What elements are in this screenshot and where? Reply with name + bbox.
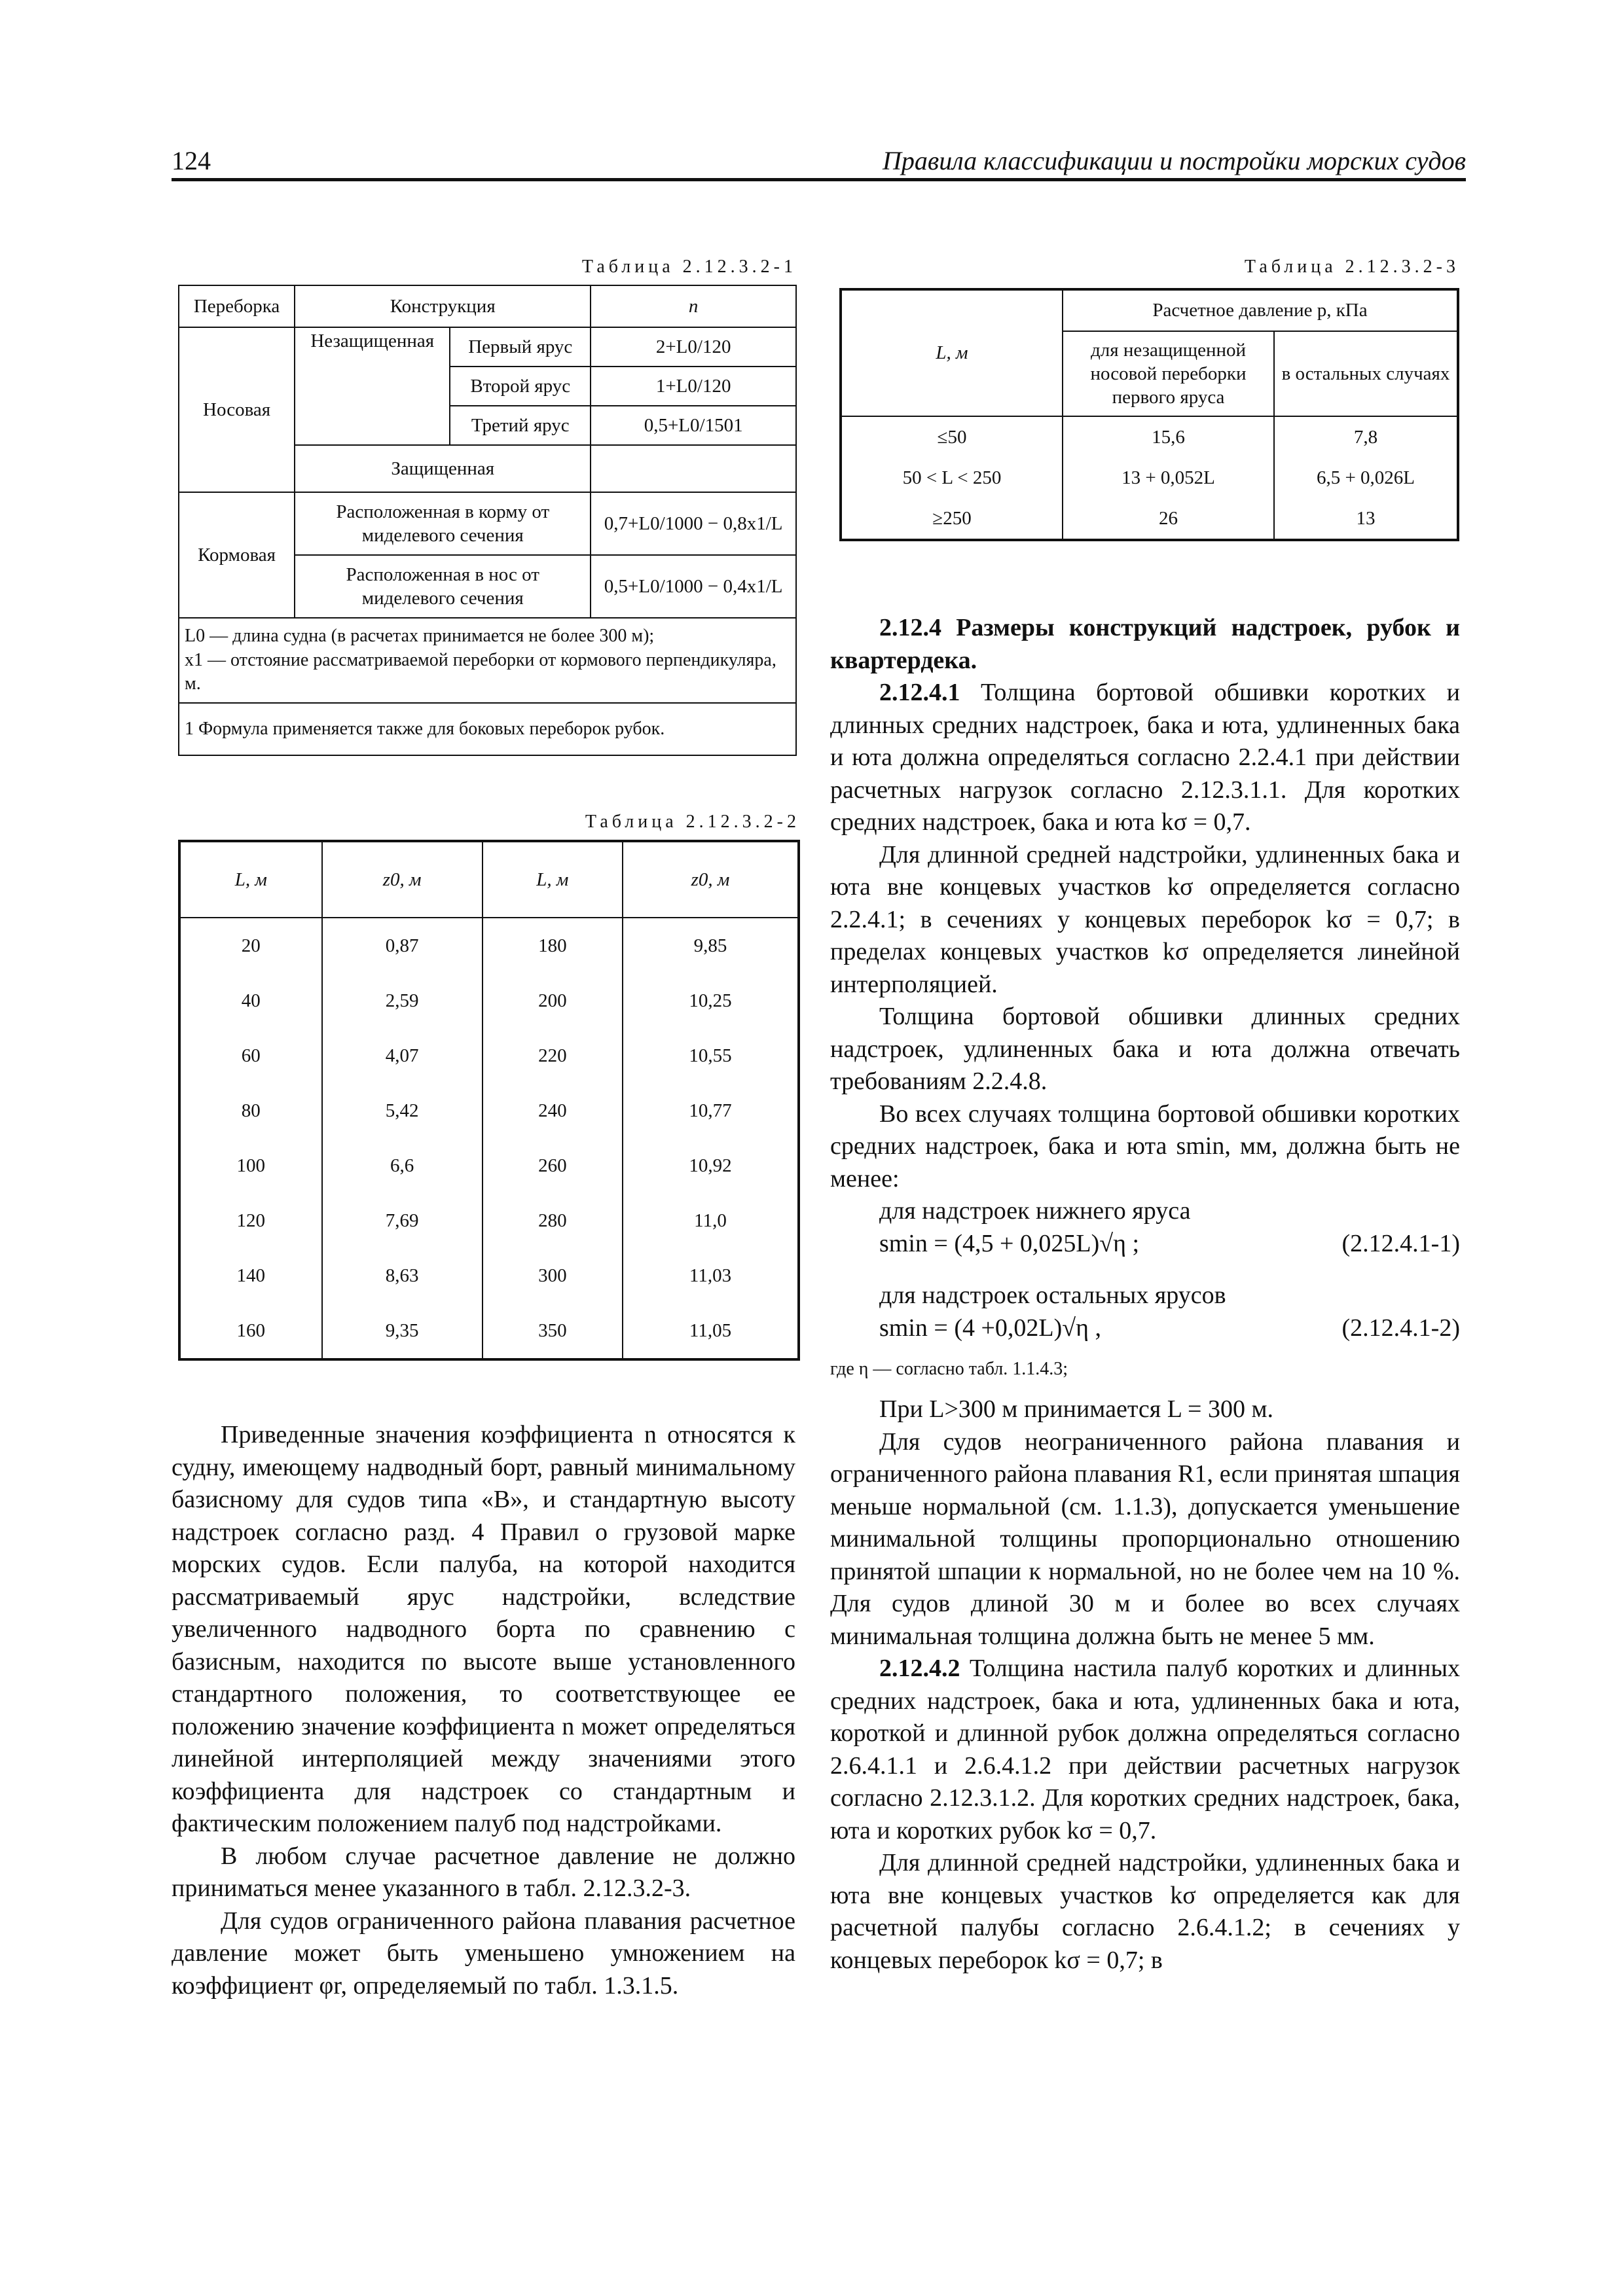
t3-col-L: L, м (841, 289, 1063, 416)
paragraph (830, 677, 1460, 839)
table-row (841, 457, 1458, 498)
header-rule (172, 178, 1466, 181)
t2-cell: 9,35 (322, 1303, 483, 1359)
paragraph: При L>300 м принимается L = 300 м. (879, 1395, 1274, 1424)
table-row (179, 1248, 799, 1303)
table-2-12-3-2-3 (839, 288, 1459, 541)
t2-cell: 11,05 (623, 1303, 799, 1359)
t2-cell: 8,63 (322, 1248, 483, 1303)
t2-cell: 60 (241, 1045, 261, 1066)
col-bulkhead: Переборка (179, 285, 295, 327)
page-number: 124 (172, 146, 211, 175)
t3-sub1: для незащищенной носовой переборки первого яруса (1063, 331, 1274, 416)
t2-header-z0-2: z0, м (623, 841, 799, 918)
paragraph-text: Толщина настила палуб коротких и длинных средних надстроек, бака и юта, удлиненных бака и юта, короткой и длинной рубок должна определяться согласно 2.6.4.1.1 и 2.6.4.1.2 при действии расчетных нагрузок согласно 2.12.3.1.2. Для коротких средних надстроек, бака, юта и коротких рубок kσ = 0,7. (830, 1655, 1460, 1844)
table-row (179, 973, 799, 1028)
t2-cell: 6,6 (322, 1138, 483, 1193)
table-row (179, 1028, 799, 1083)
table1-footnote: 1 Формула применяется также для боковых переборок рубок. (179, 703, 796, 755)
t2-header-z0-1: z0, м (322, 841, 483, 918)
paragraph-text: Толщина бортовой обшивки коротких и длинных средних надстроек, бака и юта, удлиненных бака и юта должна определяться согласно 2.2.4.1 при действии расчетных нагрузок согласно 2.12.3.1.1. Для коротких средних надстроек, бака и юта kσ = 0,7. (830, 679, 1460, 836)
t2-header-L-1: L, м (179, 841, 322, 918)
fwd-of-midship: Расположенная в нос от миделевого сечения (295, 555, 591, 618)
clause-number: 2.12.4.2 (879, 1655, 960, 1683)
t2-cell: 40 (241, 990, 261, 1011)
formula-number: (2.12.4.1-2) (1341, 1314, 1460, 1342)
formula-where: где η — согласно табл. 1.1.4.3; (830, 1359, 1068, 1379)
t2-cell: 0,87 (322, 918, 483, 973)
table-2-12-3-2-1 (178, 285, 797, 756)
paragraph: Для длинной средней надстройки, удлиненных бака и юта вне концевых участков kσ определяется как для расчетной палубы согласно 2.6.4.1.2; в сечениях у концевых переборок kσ = 0,7; в (830, 1849, 1460, 1974)
paragraph: В любом случае расчетное давление не должно приниматься менее указанного в табл. 2.12.3.2-3. (172, 1842, 795, 1902)
t2-cell: 10,55 (623, 1028, 799, 1083)
right-column-text (830, 612, 1460, 1977)
t3-cell: 13 + 0,052L (1063, 457, 1274, 498)
t2-cell: 350 (483, 1303, 623, 1359)
formula-expression: smin = (4,5 + 0,025L)√η ; (879, 1229, 1140, 1257)
t2-cell: 260 (483, 1138, 623, 1193)
t2-cell: 100 (236, 1155, 266, 1176)
paragraph: Для судов ограниченного района плавания расчетное давление может быть уменьшено умножением на коэффициент φr, определяемый по табл. 1.3.1.5. (172, 1907, 795, 2000)
fwd-n: 0,5+L0/1000 − 0,4x1/L (591, 555, 796, 618)
paragraph: Для длинной средней надстройки, удлиненных бака и юта вне концевых участков kσ определяется согласно 2.2.4.1; в сечениях у концевых переборок kσ = 0,7; в пределах концевых участков kσ определяется линейной интерполяцией. (830, 840, 1460, 998)
t2-cell: 300 (483, 1248, 623, 1303)
t3-cell: ≤50 (841, 416, 1063, 457)
unprotected-label: Незащищенная (295, 327, 450, 445)
protected-label: Защищенная (295, 445, 591, 492)
formula-number: (2.12.4.1-1) (1341, 1229, 1460, 1257)
col-n: n (591, 285, 796, 327)
t2-cell: 10,25 (623, 973, 799, 1028)
table3-caption: Таблица 2.12.3.2-3 (1244, 257, 1459, 277)
t2-cell: 9,85 (623, 918, 799, 973)
paragraph: Для судов неограниченного района плавания и ограниченного района плавания R1, если принятая шпация меньше нормальной (см. 1.1.3), допускается уменьшение минимальной толщины пропорционально отношению принятой шпации к нормальной, но не более чем на 10 %. Для судов длиной 30 м и более во всех случаях минимальная толщина должна быть не менее 5 мм. (830, 1427, 1460, 1650)
running-title: Правила классификации и постройки морских судов (882, 146, 1466, 175)
t2-cell: 11,0 (623, 1193, 799, 1248)
t2-cell: 2,59 (322, 973, 483, 1028)
t3-cell: 13 (1274, 498, 1458, 540)
t2-cell: 120 (236, 1210, 266, 1231)
t3-cell: 7,8 (1274, 416, 1458, 457)
stern-label: Кормовая (179, 492, 295, 618)
t2-cell: 140 (236, 1265, 266, 1286)
t2-cell: 10,92 (623, 1138, 799, 1193)
formula-label: для надстроек остальных ярусов (879, 1282, 1226, 1309)
t2-cell: 160 (236, 1319, 266, 1341)
table2-caption: Таблица 2.12.3.2-2 (585, 812, 800, 832)
t3-cell: 6,5 + 0,026L (1274, 457, 1458, 498)
t3-cell: 26 (1063, 498, 1274, 540)
bow-label: Носовая (179, 327, 295, 492)
tier3-n: 0,5+L0/1501 (591, 406, 796, 445)
t2-cell: 5,42 (322, 1083, 483, 1138)
tier1-n: 2+L0/120 (591, 327, 796, 367)
t2-cell: 220 (483, 1028, 623, 1083)
t3-col-pressure: Расчетное давление p, кПа (1063, 289, 1458, 331)
t2-cell: 200 (483, 973, 623, 1028)
table-row (179, 1193, 799, 1248)
formula-label: для надстроек нижнего яруса (879, 1197, 1191, 1225)
paragraph: Толщина бортовой обшивки длинных средних надстроек, удлиненных бака и юта должна отвечать требованиям 2.2.4.8. (830, 1003, 1460, 1095)
formula-1 (830, 1228, 1460, 1261)
t2-cell: 11,03 (623, 1248, 799, 1303)
col-structure: Конструкция (295, 285, 591, 327)
t2-cell: 180 (483, 918, 623, 973)
clause-number: 2.12.4.1 (879, 679, 960, 706)
table-2-12-3-2-2 (178, 840, 800, 1361)
tier3-label: Третий ярус (450, 406, 591, 445)
formula-2 (830, 1312, 1460, 1345)
t3-sub2: в остальных случаях (1274, 331, 1458, 416)
paragraph: Приведенные значения коэффициента n относятся к судну, имеющему надводный борт, равный минимальному базисному для судов типа «В», и стандартную высоту надстроек согласно разд. 4 Правил о грузовой марке морских судов. Если палуба, на которой находится рассматриваемый ярус надстройки, вследствие увеличенного надводного борта по сравнению с базисным, находится по высоте выше установленного стандартного положения, то соответствующее ее положению значение коэффициента n может определяться линейной интерполяцией между значениями этого коэффициента для надстроек со стандартным и фактическим положением палуб под надстройками. (172, 1421, 795, 1837)
aft-of-midship: Расположенная в корму от миделевого сечения (295, 492, 591, 555)
paragraph (830, 1653, 1460, 1847)
section-heading: 2.12.4 Размеры конструкций надстроек, рубок и квартердека. (830, 614, 1460, 674)
t2-cell: 280 (483, 1193, 623, 1248)
t2-cell: 80 (241, 1100, 261, 1121)
t2-cell: 7,69 (322, 1193, 483, 1248)
table-row (179, 1138, 799, 1193)
formula-expression: smin = (4 +0,02L)√η , (879, 1314, 1102, 1342)
table-row (179, 1303, 799, 1359)
table1-caption: Таблица 2.12.3.2-1 (581, 257, 797, 277)
paragraph: Во всех случаях толщина бортовой обшивки коротких средних надстроек, бака и юта smin, мм, должна быть не менее: (830, 1100, 1460, 1193)
t2-cell: 4,07 (322, 1028, 483, 1083)
t2-cell: 240 (483, 1083, 623, 1138)
table-row (841, 498, 1458, 540)
t3-cell: ≥250 (841, 498, 1063, 540)
t2-cell: 20 (241, 935, 261, 956)
tier1-label: Первый ярус (450, 327, 591, 367)
left-column-text (172, 1419, 795, 2002)
protected-n (591, 445, 796, 492)
table1-notes (179, 618, 796, 703)
tier2-label: Второй ярус (450, 367, 591, 406)
table-row (841, 416, 1458, 457)
note-x1: x1 — отстояние рассматриваемой переборки от кормового перпендикуляра, м. (185, 649, 776, 694)
t3-cell: 50 < L < 250 (841, 457, 1063, 498)
t2-cell: 10,77 (623, 1083, 799, 1138)
t2-header-L-2: L, м (483, 841, 623, 918)
tier2-n: 1+L0/120 (591, 367, 796, 406)
table-row (179, 918, 799, 973)
note-L0: L0 — длина судна (в расчетах принимается не более 300 м); (185, 626, 655, 647)
aft-n: 0,7+L0/1000 − 0,8x1/L (591, 492, 796, 555)
spacer (830, 1260, 1460, 1280)
table-row (179, 1083, 799, 1138)
t3-cell: 15,6 (1063, 416, 1274, 457)
